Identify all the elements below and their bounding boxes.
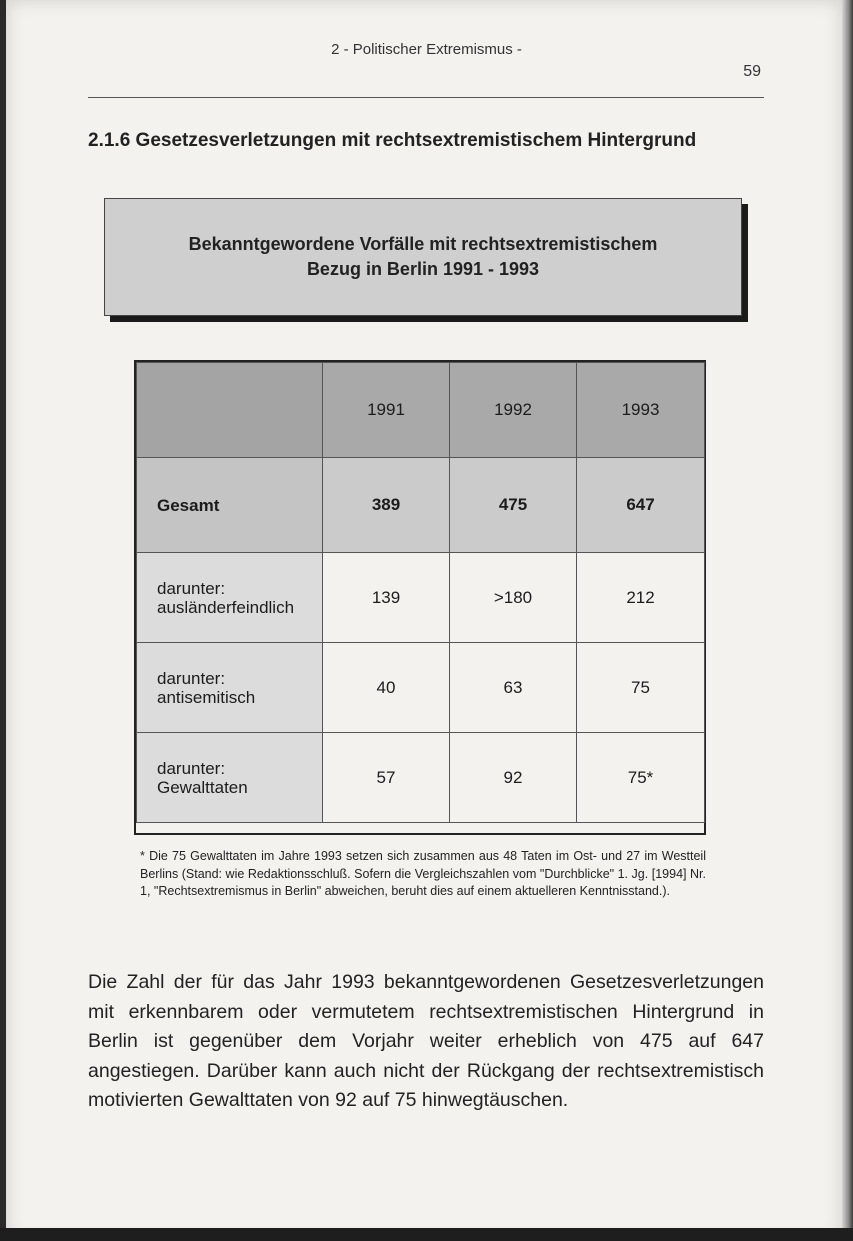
- row-label-line2: ausländerfeindlich: [157, 597, 295, 617]
- row-label-line1: Gesamt: [157, 495, 220, 515]
- row-label-line1: darunter:: [157, 668, 226, 688]
- running-head: 2 - Politischer Extremismus -: [331, 41, 522, 58]
- row-label: [137, 553, 323, 643]
- table-row: [137, 458, 705, 553]
- table-cell: 212: [577, 553, 705, 643]
- table-cell: 139: [323, 553, 450, 643]
- table-row: [137, 643, 705, 733]
- table-cell: 389: [323, 458, 450, 553]
- table-cell: 40: [323, 643, 450, 733]
- header-cell-1992: 1992: [450, 363, 577, 458]
- table-title-box: [104, 198, 742, 316]
- scan-border: [0, 1228, 853, 1241]
- row-label: [137, 643, 323, 733]
- row-label-line2: Gewalttaten: [157, 777, 248, 797]
- table-cell: 75: [577, 643, 705, 733]
- table-cell: >180: [450, 553, 577, 643]
- row-label-line1: darunter:: [157, 758, 226, 778]
- page-edge: [842, 0, 853, 1241]
- header-cell-1993: 1993: [577, 363, 705, 458]
- table-header-row: [137, 363, 705, 458]
- page-number: 59: [743, 63, 761, 80]
- table-cell: 475: [450, 458, 577, 553]
- table-title-line1: Bekanntgewordene Vorfälle mit rechtsextremistischem: [188, 234, 658, 254]
- header-cell-empty: [137, 363, 323, 458]
- header-cell-1991: 1991: [323, 363, 450, 458]
- statistics-table: [134, 360, 706, 835]
- table-row: [137, 733, 705, 823]
- row-label-line2: antisemitisch: [157, 687, 256, 707]
- header-rule: [88, 97, 764, 98]
- table-cell: 647: [577, 458, 705, 553]
- table-cell: 92: [450, 733, 577, 823]
- table-cell: 63: [450, 643, 577, 733]
- table-cell: 57: [323, 733, 450, 823]
- row-label-line1: darunter:: [157, 578, 226, 598]
- row-label: [137, 733, 323, 823]
- row-label: [137, 458, 323, 553]
- section-heading: 2.1.6 Gesetzesverletzungen mit rechtsextremistischem Hintergrund: [88, 130, 697, 151]
- body-paragraph: Die Zahl der für das Jahr 1993 bekanntgewordenen Gesetzesverletzungen mit erkennbarem oder vermutetem rechtsextremistischen Hintergrund in Berlin ist gegenüber dem Vorjahr weiter erheblich von 475 auf 647 angestiegen. Darüber kann auch nicht der Rückgang der rechtsextremistisch motivierten Gewalttaten von 92 auf 75 hinwegtäuschen.: [88, 971, 764, 1111]
- table-row: [137, 553, 705, 643]
- table-footnote: * Die 75 Gewalttaten im Jahre 1993 setzen sich zusammen aus 48 Taten im Ost- und 27 im Westteil Berlins (Stand: wie Redaktionsschluß. Sofern die Vergleichszahlen vom "Durchblicke" 1. Jg. [1994] Nr. 1, "Rechtsextremismus in Berlin" abweichen, beruht dies auf einem aktuelleren Kenntnisstand.).: [140, 849, 706, 898]
- table-cell: 75*: [577, 733, 705, 823]
- table-title-line2: Bezug in Berlin 1991 - 1993: [306, 259, 540, 279]
